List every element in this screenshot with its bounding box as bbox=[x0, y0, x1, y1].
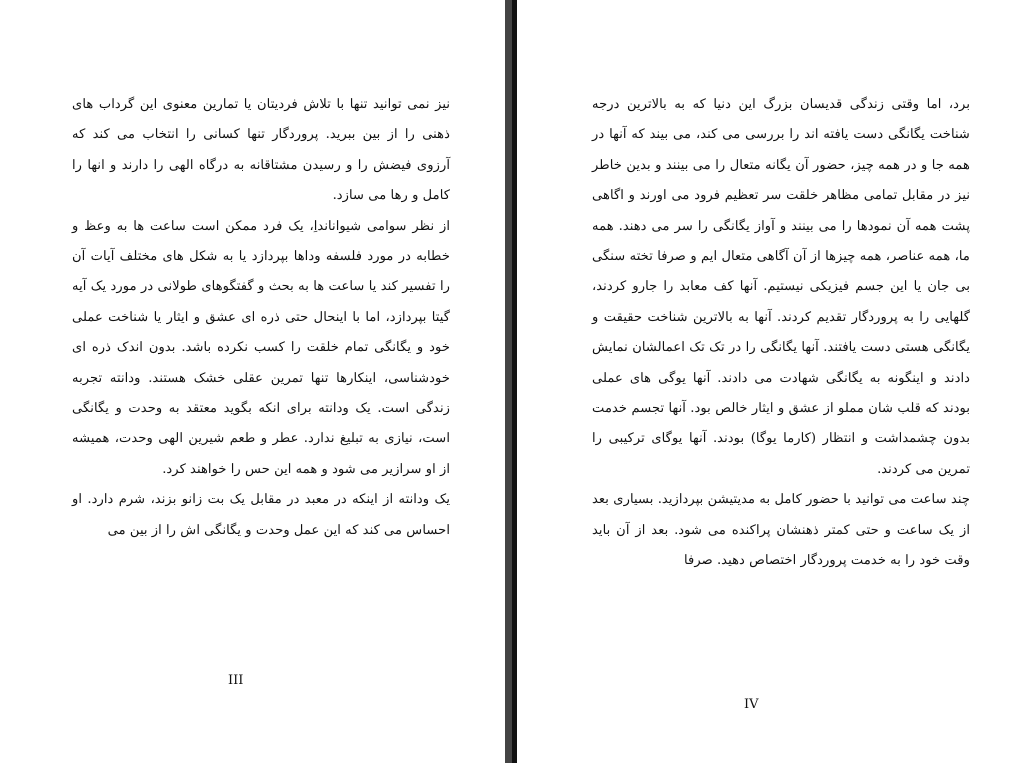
page-gutter bbox=[505, 0, 517, 763]
left-paragraph-2: از نظر سوامی شیوانانداِ، یک فرد ممکن است ساعت ها به وعظ و خطابه در مورد فلسفه وداها بپردازد یا به شکل های مختلف آیات آن را تفسیر کند یا ساعت ها به بحث و گفتگوهای طولانی در مورد یک آیه گیتا بپردازد، اما با اینحال حتی ذره ای عشق و ایثار یا شناخت عملی خود و یگانگی تمام خلقت را کسب نکرده باشد. بدون اندک ذره ای خودشناسی، اینکارها تنها تمرین عقلی خشک هستند. ودانته تجربه زندگی است. یک ودانته برای انکه بگوید معتقد به وحدت و یگانگی است، نیازی به تبلیغ ندارد. عطر و طعم شیرین الهی وحدت، همیشه از او سرازیر می شود و همه این حس را خواهند کرد. bbox=[72, 218, 450, 477]
left-paragraph-3: یک ودانته از اینکه در معبد در مقابل یک بت زانو بزند، شرم دارد. او احساس می کند که این عمل وحدت و یگانگی اش را از بین می bbox=[72, 492, 450, 538]
right-paragraph-1: برد، اما وقتی زندگی قدیسان بزرگ این دنیا که به بالاترین درجه شناخت یگانگی دست یافته اند را بررسی می کند، می بیند که آنها در همه جا و در همه چیز، حضور آن یگانه متعال را می بینند و بدین خاطر نیز در مقابل تمامی مظاهر خلقت سر تعظیم فرود می اورند و اگاهی پشت همه آن نمودها را می بینند و آواز یگانگی را سر می دهند. همه ما، همه عناصر، همه چیزها از آن آگاهی متعال ایم و صرفا تخته سنگی بی جان یا این جسم فیزیکی نیستیم. آنها کف معابد را جارو کردند، گلهایی را به پروردگار تقدیم کردند. آنها به بالاترین شناخت حقیقت و یگانگی هستی دست یافتند. آنها یگانگی را در تک تک اعمالشان نمایش دادند و اینگونه به یگانگی شهادت می دادند. آنها یوگی های عملی بودند که قلب شان مملو از عشق و ایثار خالص بود. آنها تجسم خدمت بدون چشمداشت و انتظار (کارما یوگا) بودند. آنها یوگای ترکیبی را تمرین می کردند. bbox=[592, 97, 970, 477]
right-page bbox=[517, 0, 1024, 763]
left-page-number: III bbox=[228, 673, 244, 688]
left-paragraph-1: نیز نمی توانید تنها با تلاش فردیتان یا تمارین معنوی این گرداب های ذهنی را از بین ببرید. پروردگار تنها کسانی را انتخاب می کند که آرزوی فیضش را و رسیدن مشتاقانه به درگاه الهی را دارند و انها را کامل و رها می سازد. bbox=[72, 97, 450, 204]
left-page-text bbox=[72, 90, 450, 546]
left-page bbox=[0, 0, 505, 763]
right-page-number: IV bbox=[744, 697, 759, 712]
right-paragraph-2: چند ساعت می توانید با حضور کامل به مدیتیشن بپردازید. بسیاری بعد از یک ساعت و حتی کمتر ذهنشان پراکنده می شود. بعد از آن باید وقت خود را به خدمت پروردگار اختصاص دهید. صرفا bbox=[592, 492, 970, 569]
right-page-text bbox=[592, 90, 970, 577]
